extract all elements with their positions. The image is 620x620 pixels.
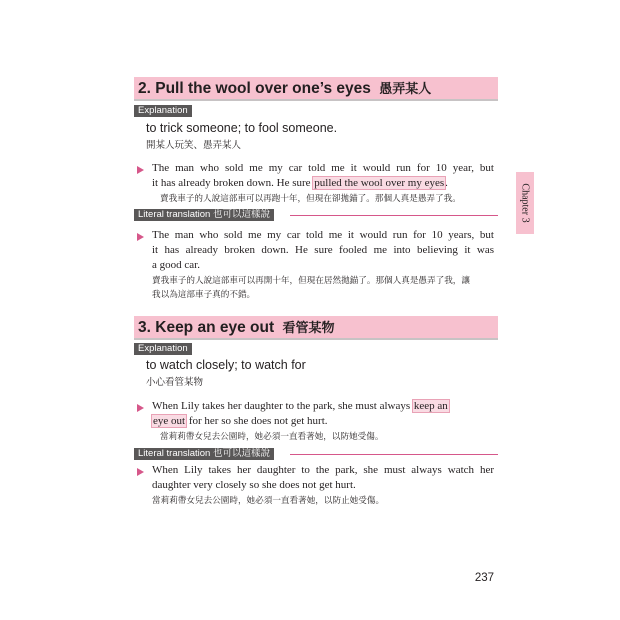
bullet-arrow-icon [137,404,144,412]
literal-line: The man who sold me my car told me it would run for 10 years, but [152,229,494,241]
section-3-header [134,316,498,340]
literal-line: it has already broken down. He sure fooled me into believing it was [152,244,494,256]
divider-line [290,454,498,455]
literal-translation-zh: 當莉莉帶女兒去公園時，她必須一直看著她，以防止她受傷。 [152,496,385,506]
bullet-arrow-icon [137,233,144,241]
literal-line: a good car. [152,259,200,271]
section-2-title-zh: 愚弄某人 [379,81,432,96]
section-2-title [138,78,431,98]
section-3-title-zh: 看管某物 [282,320,335,335]
explanation-tag: Explanation [134,343,192,355]
section-3-title [138,317,334,337]
literal-translation-tag: Literal translation 也可以這樣說 [134,209,274,221]
section-2-title-en: Pull the wool over one’s eyes [155,80,371,97]
example-line [152,400,494,412]
divider-line [290,215,498,216]
section-3-number: 3. [138,319,151,336]
example-text: for her so she does not get hurt. [186,415,328,427]
example-translation-zh: 賣我車子的人說這部車可以再跑十年，但現在卻拋錨了。那個人真是愚弄了我。 [160,194,461,204]
literal-translation-zh: 我以為這部車子真的不錯。 [152,290,256,300]
explanation-text: to trick someone; to fool someone. [146,121,338,135]
example-text: . [445,177,448,189]
example-translation-zh: 當莉莉帶女兒去公園時，她必須一直看著她，以防她受傷。 [160,432,384,442]
bullet-arrow-icon [137,468,144,476]
explanation-text: to watch closely; to watch for [146,358,306,372]
example-text: it has already broken down. He sure [152,177,314,189]
chapter-label: Chapter 3 [519,183,531,223]
explanation-text-zh: 開某人玩笑、愚弄某人 [146,140,242,151]
explanation-tag: Explanation [134,105,192,117]
chapter-tab [516,172,534,234]
literal-translation-zh: 賣我車子的人說這部車可以再開十年，但現在居然拋錨了。那個人真是愚弄了我，讓 [152,276,470,286]
section-2-header [134,77,498,101]
example-line [152,415,494,427]
example-line: The man who sold me my car told me it would run for 10 year, but [152,162,494,174]
literal-translation-tag: Literal translation 也可以這樣說 [134,448,274,460]
literal-line: When Lily takes her daughter to the park, she must always watch her [152,464,494,476]
idiom-highlight: eye out [153,415,186,427]
example-line [152,177,494,189]
literal-line: daughter very closely so she does not get hurt. [152,479,356,491]
example-text: When Lily takes her daughter to the park, she must always [152,400,413,412]
section-2-number: 2. [138,80,151,97]
page-number: 237 [474,572,494,584]
explanation-text-zh: 小心看管某物 [146,377,204,388]
bullet-arrow-icon [137,166,144,174]
section-3-title-en: Keep an eye out [155,319,275,336]
idiom-highlight: pulled the wool over my eyes [314,177,445,189]
idiom-highlight: keep an [413,400,448,412]
